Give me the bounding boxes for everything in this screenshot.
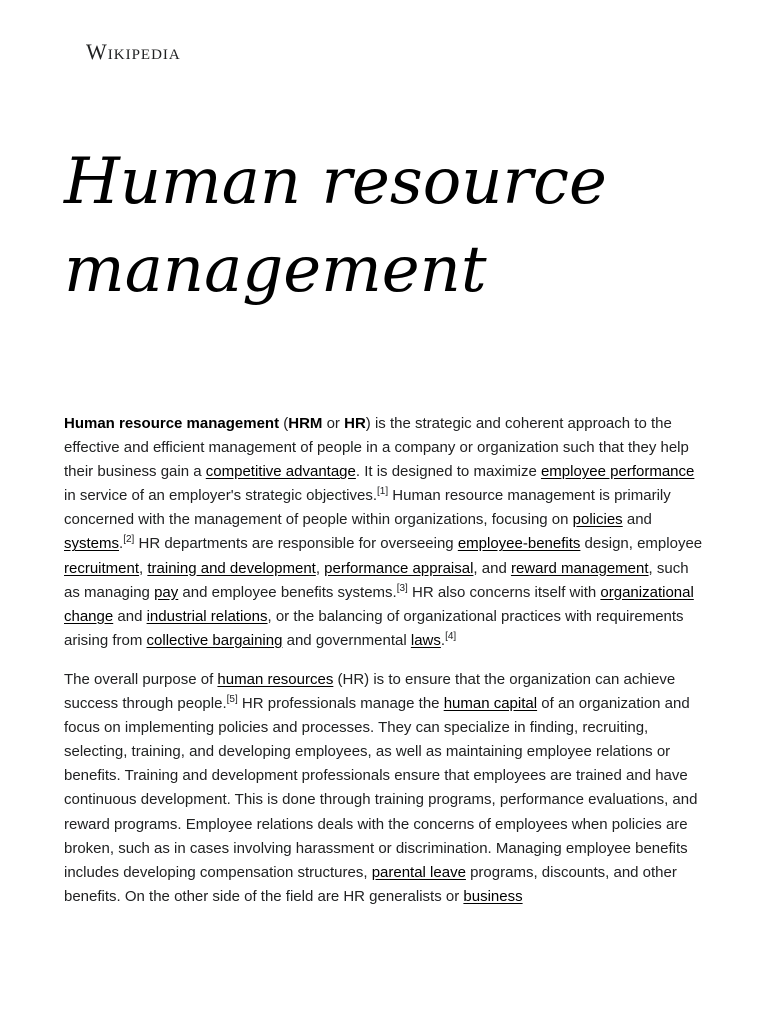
text: or (322, 415, 345, 432)
link-collective-bargaining[interactable]: collective bargaining (146, 631, 283, 649)
text: and employee benefits systems. (178, 583, 397, 601)
link-organizational-change[interactable]: organizational change (64, 583, 694, 625)
reference-3[interactable]: [3] (396, 582, 408, 594)
reference-2[interactable]: [2] (123, 534, 135, 546)
text: , such as managing (64, 559, 689, 601)
link-employee-benefits[interactable]: employee-benefits (457, 535, 581, 553)
text: . It is designed to maximize (355, 463, 541, 481)
page-title: Human resource management (64, 145, 607, 307)
bold-term: HR (344, 415, 366, 432)
link-human-capital[interactable]: human capital (443, 695, 538, 713)
link-policies[interactable]: policies (572, 511, 623, 529)
wikipedia-logo[interactable]: Wikipedia (86, 39, 181, 64)
text: programs, discounts, and other benefits. On the other side of the field are HR generalists or (64, 863, 677, 905)
text: design, employee (580, 535, 703, 553)
link-employee-performance[interactable]: employee performance (540, 463, 695, 481)
link-laws[interactable]: laws (410, 631, 441, 649)
text: (HR) is to ensure that the organization can achieve success through people. (64, 670, 676, 713)
text: in service of an employer's strategic objectives. (64, 487, 378, 505)
link-business[interactable]: business (463, 887, 523, 905)
text: ) is the strategic and coherent approach to the effective and efficient management of people in a company or organization such that they help their business gain a (64, 415, 689, 481)
link-recruitment[interactable]: recruitment (64, 559, 140, 577)
link-training-and-development[interactable]: training and development (147, 559, 316, 577)
text: . (119, 535, 124, 553)
bold-term: HRM (288, 415, 323, 432)
link-industrial-relations[interactable]: industrial relations (146, 607, 268, 625)
link-pay[interactable]: pay (154, 583, 179, 601)
link-reward-management[interactable]: reward management (510, 559, 649, 577)
link-parental-leave[interactable]: parental leave (371, 863, 466, 881)
text: , (139, 559, 148, 577)
text: Human resource management is primarily concerned with the management of people within organizations, focusing on (64, 487, 671, 529)
text: , and (473, 559, 511, 577)
text: and governmental (282, 631, 411, 649)
text: , (315, 559, 325, 577)
paragraph-1 (64, 412, 706, 653)
text: HR departments are responsible for overseeing (134, 535, 458, 553)
link-performance-appraisal[interactable]: performance appraisal (324, 559, 474, 577)
reference-5[interactable]: [5] (226, 694, 238, 706)
text: HR professionals manage the (237, 695, 444, 713)
link-human-resources[interactable]: human resources (217, 670, 334, 688)
reference-4[interactable]: [4] (445, 630, 457, 642)
text: , or the balancing of organizational practices with requirements arising from (64, 607, 684, 649)
text: and (622, 511, 652, 529)
link-competitive-advantage[interactable]: competitive advantage (205, 463, 356, 481)
text: ( (279, 415, 289, 432)
text: and (113, 607, 147, 625)
text: HR also concerns itself with (407, 583, 601, 601)
text: . (440, 631, 446, 649)
paragraph-2 (64, 668, 706, 909)
text: of an organization and focus on implementing policies and processes. They can specialize in finding, recruiting, selecting, training, and developing employees, as well as maintaining employee relations or benefits. Training and development professionals ensure that employees are trained and have continuous development. This is done through training programs, performance evaluations, and reward programs. Employee relations deals with the concerns of employees when policies are broken, such as in cases involving harassment or discrimination. Managing employee benefits includes developing compensation structures, (64, 695, 698, 881)
reference-1[interactable]: [1] (377, 486, 389, 498)
text: The overall purpose of (64, 670, 218, 688)
link-systems[interactable]: systems (64, 535, 120, 553)
article-body (64, 412, 706, 924)
bold-term: Human resource management (64, 415, 280, 432)
